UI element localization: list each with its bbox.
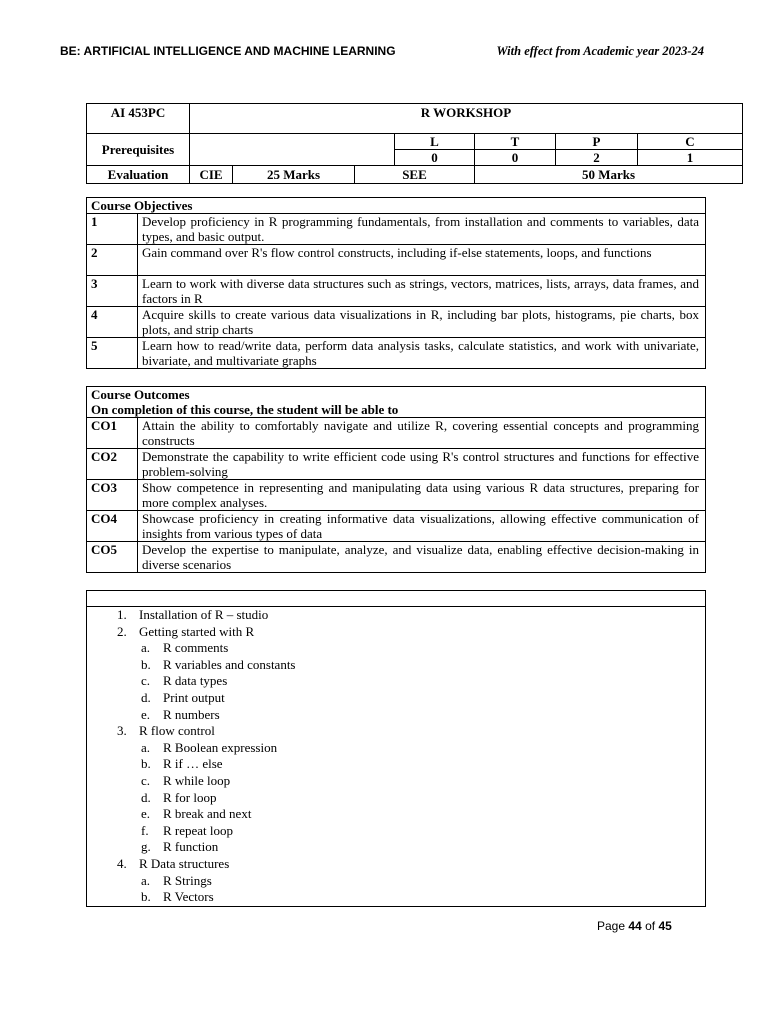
col-l-value: 0 bbox=[395, 150, 475, 166]
objective-text: Acquire skills to create various data visualizations in R, including bar plots, histograms, pie charts, box plots, and strip charts bbox=[138, 307, 706, 338]
outcome-row bbox=[87, 449, 706, 480]
list-marker: 3. bbox=[117, 723, 127, 739]
list-marker: e. bbox=[141, 806, 151, 822]
syllabus-subitem bbox=[87, 873, 705, 890]
objective-row bbox=[87, 276, 706, 307]
list-item-text: Installation of R – studio bbox=[139, 607, 269, 622]
list-item-text: R if … else bbox=[163, 756, 223, 772]
objective-text: Learn to work with diverse data structures such as strings, vectors, matrices, lists, arrays, data frames, and factors in R bbox=[138, 276, 706, 307]
course-info-table bbox=[86, 103, 743, 184]
outcome-text: Show competence in representing and manipulating data using various R data structures, preparing for more complex analyses. bbox=[138, 480, 706, 511]
list-item-text: R data types bbox=[163, 673, 228, 689]
objective-text: Develop proficiency in R programming fundamentals, from installation and comments to variables, data types, and basic output. bbox=[138, 214, 706, 245]
col-l-header: L bbox=[395, 134, 475, 150]
list-item-text: R for loop bbox=[163, 789, 217, 805]
list-marker: a. bbox=[141, 640, 151, 656]
syllabus-subitem bbox=[87, 756, 705, 773]
footer-page-number: 44 bbox=[628, 919, 642, 933]
syllabus-table bbox=[86, 590, 706, 907]
cie-marks: 25 Marks bbox=[233, 166, 355, 184]
list-item-text: R numbers bbox=[163, 706, 220, 722]
outcome-text: Demonstrate the capability to write efficient code using R's control structures and functions for effective problem-solving bbox=[138, 449, 706, 480]
syllabus-subitem bbox=[87, 690, 705, 707]
list-marker: f. bbox=[141, 822, 149, 838]
syllabus-content bbox=[87, 607, 706, 907]
syllabus-subitem bbox=[87, 673, 705, 690]
objectives-heading: Course Objectives bbox=[87, 198, 706, 214]
syllabus-subitem bbox=[87, 823, 705, 840]
syllabus-subitem bbox=[87, 640, 705, 657]
syllabus-item bbox=[87, 607, 705, 624]
objective-number: 3 bbox=[87, 276, 138, 307]
list-item-text: R repeat loop bbox=[163, 822, 234, 838]
list-item-text: R while loop bbox=[163, 772, 231, 788]
syllabus-subitem bbox=[87, 740, 705, 757]
list-item-text: R flow control bbox=[139, 723, 215, 739]
list-item-text: R Strings bbox=[163, 872, 212, 888]
list-item-text: R variables and constants bbox=[163, 656, 296, 672]
col-t-header: T bbox=[475, 134, 556, 150]
objective-row bbox=[87, 338, 706, 369]
list-item-text: R function bbox=[163, 839, 219, 855]
col-t-value: 0 bbox=[475, 150, 556, 166]
see-label: SEE bbox=[355, 166, 475, 184]
outcome-code: CO4 bbox=[87, 511, 138, 542]
list-marker: d. bbox=[141, 689, 151, 705]
syllabus-list bbox=[87, 607, 705, 906]
list-marker: 1. bbox=[117, 607, 127, 622]
list-marker: c. bbox=[141, 673, 151, 689]
outcome-code: CO2 bbox=[87, 449, 138, 480]
see-marks: 50 Marks bbox=[475, 166, 743, 184]
outcome-row bbox=[87, 480, 706, 511]
list-marker: b. bbox=[141, 756, 151, 772]
course-code: AI 453PC bbox=[87, 104, 190, 134]
syllabus-subitem bbox=[87, 806, 705, 823]
header-program: BE: ARTIFICIAL INTELLIGENCE AND MACHINE LEARNING bbox=[60, 44, 396, 58]
course-objectives-table bbox=[86, 197, 706, 369]
col-p-value: 2 bbox=[556, 150, 638, 166]
list-marker: c. bbox=[141, 772, 151, 788]
outcomes-heading-cell bbox=[87, 387, 706, 418]
evaluation-label: Evaluation bbox=[87, 166, 190, 184]
list-marker: 4. bbox=[117, 855, 127, 871]
list-marker: e. bbox=[141, 706, 151, 722]
objective-number: 5 bbox=[87, 338, 138, 369]
objective-row bbox=[87, 214, 706, 245]
list-marker: b. bbox=[141, 656, 151, 672]
syllabus-item bbox=[87, 624, 705, 641]
list-item-text: R break and next bbox=[163, 806, 252, 822]
objective-text: Gain command over R's flow control constructs, including if-else statements, loops, and functions bbox=[138, 245, 706, 276]
footer-prefix: Page bbox=[597, 919, 626, 933]
list-item-text: Print output bbox=[163, 689, 225, 705]
outcome-text: Develop the expertise to manipulate, analyze, and visualize data, enabling effective decision-making in diverse scenarios bbox=[138, 542, 706, 573]
page-header bbox=[60, 43, 704, 59]
syllabus-subitem bbox=[87, 773, 705, 790]
outcomes-subheading: On completion of this course, the student will be able to bbox=[91, 402, 399, 417]
col-p-header: P bbox=[556, 134, 638, 150]
page-footer bbox=[597, 919, 672, 933]
outcome-row bbox=[87, 418, 706, 449]
syllabus-subitem bbox=[87, 790, 705, 807]
objective-row bbox=[87, 245, 706, 276]
list-marker: d. bbox=[141, 789, 151, 805]
list-marker: a. bbox=[141, 739, 151, 755]
header-effect-year: With effect from Academic year 2023-24 bbox=[496, 43, 704, 58]
objective-number: 2 bbox=[87, 245, 138, 276]
course-outcomes-table bbox=[86, 386, 706, 573]
syllabus-item bbox=[87, 723, 705, 740]
outcome-code: CO3 bbox=[87, 480, 138, 511]
list-marker: a. bbox=[141, 872, 151, 888]
objective-text: Learn how to read/write data, perform data analysis tasks, calculate statistics, and work with univariate, bivariate, and multivariate graphs bbox=[138, 338, 706, 369]
footer-total-pages: 45 bbox=[658, 919, 672, 933]
syllabus-subitem bbox=[87, 657, 705, 674]
col-c-value: 1 bbox=[638, 150, 743, 166]
syllabus-item bbox=[87, 856, 705, 873]
prerequisites-value bbox=[190, 134, 395, 166]
list-marker: g. bbox=[141, 839, 151, 855]
outcomes-heading: Course Outcomes bbox=[91, 387, 190, 402]
outcome-row bbox=[87, 542, 706, 573]
syllabus-subitem bbox=[87, 707, 705, 724]
outcome-text: Showcase proficiency in creating informative data visualizations, allowing effective communication of insights from various types of data bbox=[138, 511, 706, 542]
cie-label: CIE bbox=[190, 166, 233, 184]
syllabus-subitem bbox=[87, 839, 705, 856]
objective-number: 4 bbox=[87, 307, 138, 338]
list-marker: b. bbox=[141, 889, 151, 905]
footer-of: of bbox=[645, 919, 656, 933]
syllabus-heading-cell bbox=[87, 591, 706, 607]
outcome-code: CO1 bbox=[87, 418, 138, 449]
list-item-text: R Boolean expression bbox=[163, 739, 278, 755]
col-c-header: C bbox=[638, 134, 743, 150]
outcome-code: CO5 bbox=[87, 542, 138, 573]
objective-number: 1 bbox=[87, 214, 138, 245]
outcome-row bbox=[87, 511, 706, 542]
list-marker: 2. bbox=[117, 623, 127, 639]
objective-row bbox=[87, 307, 706, 338]
list-item-text: R comments bbox=[163, 640, 229, 656]
list-item-text: R Data structures bbox=[139, 855, 230, 871]
list-item-text: Getting started with R bbox=[139, 623, 255, 639]
prerequisites-label: Prerequisites bbox=[87, 134, 190, 166]
course-title: R WORKSHOP bbox=[190, 104, 743, 134]
list-item-text: R Vectors bbox=[163, 889, 214, 905]
outcome-text: Attain the ability to comfortably navigate and utilize R, covering essential concepts and programming constructs bbox=[138, 418, 706, 449]
syllabus-subitem bbox=[87, 889, 705, 906]
